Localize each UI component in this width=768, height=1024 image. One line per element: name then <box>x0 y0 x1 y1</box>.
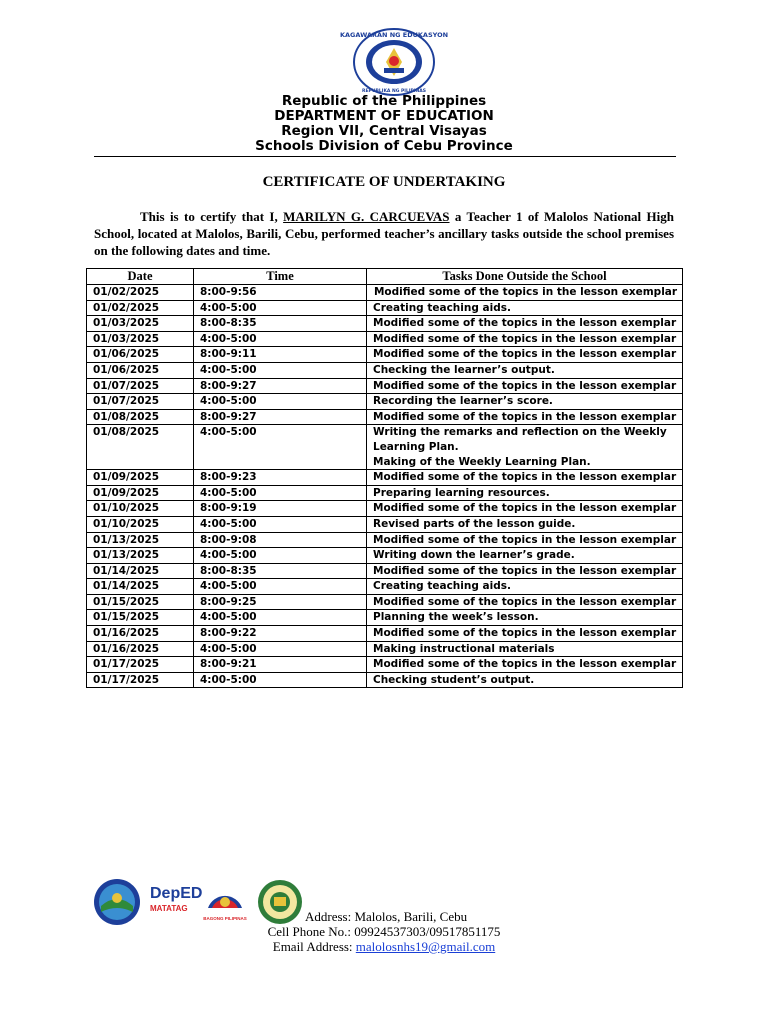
date-cell: 01/03/2025 <box>87 316 194 332</box>
table-row <box>87 532 683 548</box>
task-text: Modified some of the topics in the lesson exemplar <box>373 595 677 608</box>
date-cell: 01/02/2025 <box>87 285 194 301</box>
date-cell: 01/06/2025 <box>87 362 194 378</box>
time-cell: 8:00-9:27 <box>194 378 367 394</box>
date-cell: 01/13/2025 <box>87 548 194 564</box>
task-cell <box>367 563 683 579</box>
task-cell <box>367 516 683 532</box>
table-row <box>87 362 683 378</box>
date-cell: 01/15/2025 <box>87 594 194 610</box>
task-cell <box>367 470 683 486</box>
task-text: Preparing learning resources. <box>373 486 550 499</box>
table-row <box>87 516 683 532</box>
task-text: Modified some of the topics in the lesson exemplar <box>373 564 677 577</box>
date-cell: 01/17/2025 <box>87 657 194 673</box>
contact-email-line <box>0 939 768 954</box>
time-cell: 8:00-9:27 <box>194 409 367 425</box>
task-cell <box>367 579 683 595</box>
table-row <box>87 672 683 688</box>
task-cell <box>367 316 683 332</box>
table-row <box>87 285 683 301</box>
task-cell <box>367 409 683 425</box>
column-header-tasks: Tasks Done Outside the School <box>367 269 683 285</box>
task-text-secondary: Making of the Weekly Learning Plan. <box>373 455 591 468</box>
task-text: Checking the learner’s output. <box>373 363 555 376</box>
task-text: Checking student’s output. <box>373 673 535 686</box>
date-cell: 01/10/2025 <box>87 516 194 532</box>
date-cell: 01/09/2025 <box>87 485 194 501</box>
task-text: Planning the week’s lesson. <box>373 611 539 624</box>
task-text: Modified some of the topics in the lesson exemplar <box>373 533 677 546</box>
bagong-pilipinas-logo <box>203 896 247 921</box>
table-row <box>87 378 683 394</box>
task-text: Creating teaching aids. <box>373 580 511 593</box>
task-text: Writing down the learner’s grade. <box>373 549 575 562</box>
table-row <box>87 657 683 673</box>
task-cell <box>367 331 683 347</box>
date-cell: 01/09/2025 <box>87 470 194 486</box>
date-cell: 01/07/2025 <box>87 378 194 394</box>
task-text: Modified some of the topics in the lesson exemplar <box>373 348 677 361</box>
date-cell: 01/14/2025 <box>87 579 194 595</box>
task-text: Modified some of the topics in the lesson exemplar <box>373 471 677 484</box>
task-cell <box>367 425 683 470</box>
certification-paragraph <box>94 208 674 259</box>
deped-matatag-logo <box>150 885 202 913</box>
time-cell: 4:00-5:00 <box>194 425 367 470</box>
task-cell <box>367 362 683 378</box>
email-link[interactable]: malolosnhs19@gmail.com <box>355 939 496 954</box>
task-cell <box>367 626 683 642</box>
intro-text-before: This is to certify that I, <box>140 209 284 224</box>
table-row <box>87 501 683 517</box>
column-header-date: Date <box>87 269 194 285</box>
task-text: Creating teaching aids. <box>373 301 511 314</box>
partner-logos <box>92 878 312 928</box>
table-row <box>87 316 683 332</box>
school-seal-icon <box>94 879 140 925</box>
time-cell: 4:00-5:00 <box>194 672 367 688</box>
table-body <box>87 285 683 688</box>
date-cell: 01/16/2025 <box>87 641 194 657</box>
time-cell: 8:00-9:22 <box>194 626 367 642</box>
time-cell: 8:00-9:23 <box>194 470 367 486</box>
time-cell: 8:00-9:11 <box>194 347 367 363</box>
task-text: Modified some of the topics in the lesson exemplar <box>373 317 677 330</box>
table-row <box>87 563 683 579</box>
task-cell <box>367 285 683 301</box>
table-header-row <box>87 269 683 285</box>
time-cell: 8:00-9:25 <box>194 594 367 610</box>
time-cell: 8:00-8:35 <box>194 316 367 332</box>
table-row <box>87 470 683 486</box>
table-row <box>87 610 683 626</box>
date-cell: 01/06/2025 <box>87 347 194 363</box>
time-cell: 4:00-5:00 <box>194 610 367 626</box>
time-cell: 8:00-8:35 <box>194 563 367 579</box>
task-cell <box>367 641 683 657</box>
task-text: Making instructional materials <box>373 642 555 655</box>
time-cell: 4:00-5:00 <box>194 641 367 657</box>
table-row <box>87 425 683 470</box>
school-address: Address: Malolos, Barili, Cebu <box>305 909 468 924</box>
table-row <box>87 579 683 595</box>
table-row <box>87 641 683 657</box>
task-cell <box>367 300 683 316</box>
task-text: Modified some of the topics in the lesson exemplar <box>373 627 677 640</box>
school-emblem-icon <box>258 880 302 924</box>
table-row <box>87 485 683 501</box>
task-cell <box>367 672 683 688</box>
time-cell: 4:00-5:00 <box>194 485 367 501</box>
task-cell <box>367 378 683 394</box>
date-cell: 01/03/2025 <box>87 331 194 347</box>
email-label: Email Address: <box>272 939 356 954</box>
task-text: Modified some of the topics in the lesson exemplar <box>373 658 677 671</box>
page-title: CERTIFICATE OF UNDERTAKING <box>262 174 506 190</box>
table-row <box>87 331 683 347</box>
task-text: Revised parts of the lesson guide. <box>373 517 576 530</box>
task-cell <box>367 532 683 548</box>
time-cell: 8:00-9:56 <box>194 285 367 301</box>
task-cell <box>367 657 683 673</box>
task-text: Modified some of the topics in the lesson exemplar <box>373 502 677 515</box>
header-divider <box>94 156 676 157</box>
table-row <box>87 626 683 642</box>
intro-text-after: a Teacher 1 of Malolos National High School, located at Malolos, Barili, Cebu, performed teacher’s ancillary tasks outside the school premises on the following dates and time. <box>94 209 674 258</box>
task-cell <box>367 347 683 363</box>
task-cell <box>367 610 683 626</box>
task-cell <box>367 485 683 501</box>
seal-bottom-text: REPUBLIKA NG PILIPINAS <box>361 89 427 94</box>
time-cell: 8:00-9:19 <box>194 501 367 517</box>
time-cell: 4:00-5:00 <box>194 300 367 316</box>
deped-logo-text: DepED <box>150 885 203 902</box>
table-row <box>87 394 683 410</box>
tasks-table <box>86 268 683 688</box>
column-header-time: Time <box>194 269 367 285</box>
header-line-department: DEPARTMENT OF EDUCATION <box>274 108 494 124</box>
task-cell <box>367 548 683 564</box>
header-line-republic: Republic of the Philippines <box>281 93 487 109</box>
table-row <box>87 347 683 363</box>
task-cell <box>367 501 683 517</box>
task-text: Modified some of the topics in the lesson exemplar <box>373 332 677 345</box>
time-cell: 4:00-5:00 <box>194 331 367 347</box>
time-cell: 4:00-5:00 <box>194 516 367 532</box>
table-row <box>87 548 683 564</box>
time-cell: 8:00-9:08 <box>194 532 367 548</box>
contact-phone: Cell Phone No.: 09924537303/09517851175 <box>267 924 501 939</box>
deped-seal-logo <box>340 28 448 96</box>
seal-top-text: KAGAWARAN NG EDUKASYON <box>340 31 448 39</box>
time-cell: 4:00-5:00 <box>194 579 367 595</box>
task-cell <box>367 594 683 610</box>
date-cell: 01/02/2025 <box>87 300 194 316</box>
date-cell: 01/13/2025 <box>87 532 194 548</box>
time-cell: 4:00-5:00 <box>194 394 367 410</box>
date-cell: 01/15/2025 <box>87 610 194 626</box>
task-text: Modified some of the topics in the lesson exemplar <box>373 379 677 392</box>
time-cell: 4:00-5:00 <box>194 548 367 564</box>
task-text: Modified some of the topics in the lesson exemplar <box>373 410 677 423</box>
header-line-division: Schools Division of Cebu Province <box>255 138 513 154</box>
date-cell: 01/08/2025 <box>87 425 194 470</box>
table-row <box>87 300 683 316</box>
header-line-region: Region VII, Central Visayas <box>281 123 487 139</box>
teacher-name: MARILYN G. CARCUEVAS <box>283 209 450 224</box>
date-cell: 01/14/2025 <box>87 563 194 579</box>
table-row <box>87 594 683 610</box>
date-cell: 01/17/2025 <box>87 672 194 688</box>
date-cell: 01/10/2025 <box>87 501 194 517</box>
date-cell: 01/16/2025 <box>87 626 194 642</box>
table-row <box>87 409 683 425</box>
task-cell <box>367 394 683 410</box>
time-cell: 8:00-9:21 <box>194 657 367 673</box>
matatag-logo-text: MATATAG <box>150 904 188 913</box>
date-cell: 01/07/2025 <box>87 394 194 410</box>
task-text: Recording the learner’s score. <box>373 395 553 408</box>
task-text: Modified some of the topics in the lesson exemplar <box>373 286 678 298</box>
task-text: Writing the remarks and reflection on the Weekly Learning Plan. <box>373 426 667 453</box>
time-cell: 4:00-5:00 <box>194 362 367 378</box>
date-cell: 01/08/2025 <box>87 409 194 425</box>
bagong-pilipinas-text: BAGONG PILIPINAS <box>203 916 247 921</box>
